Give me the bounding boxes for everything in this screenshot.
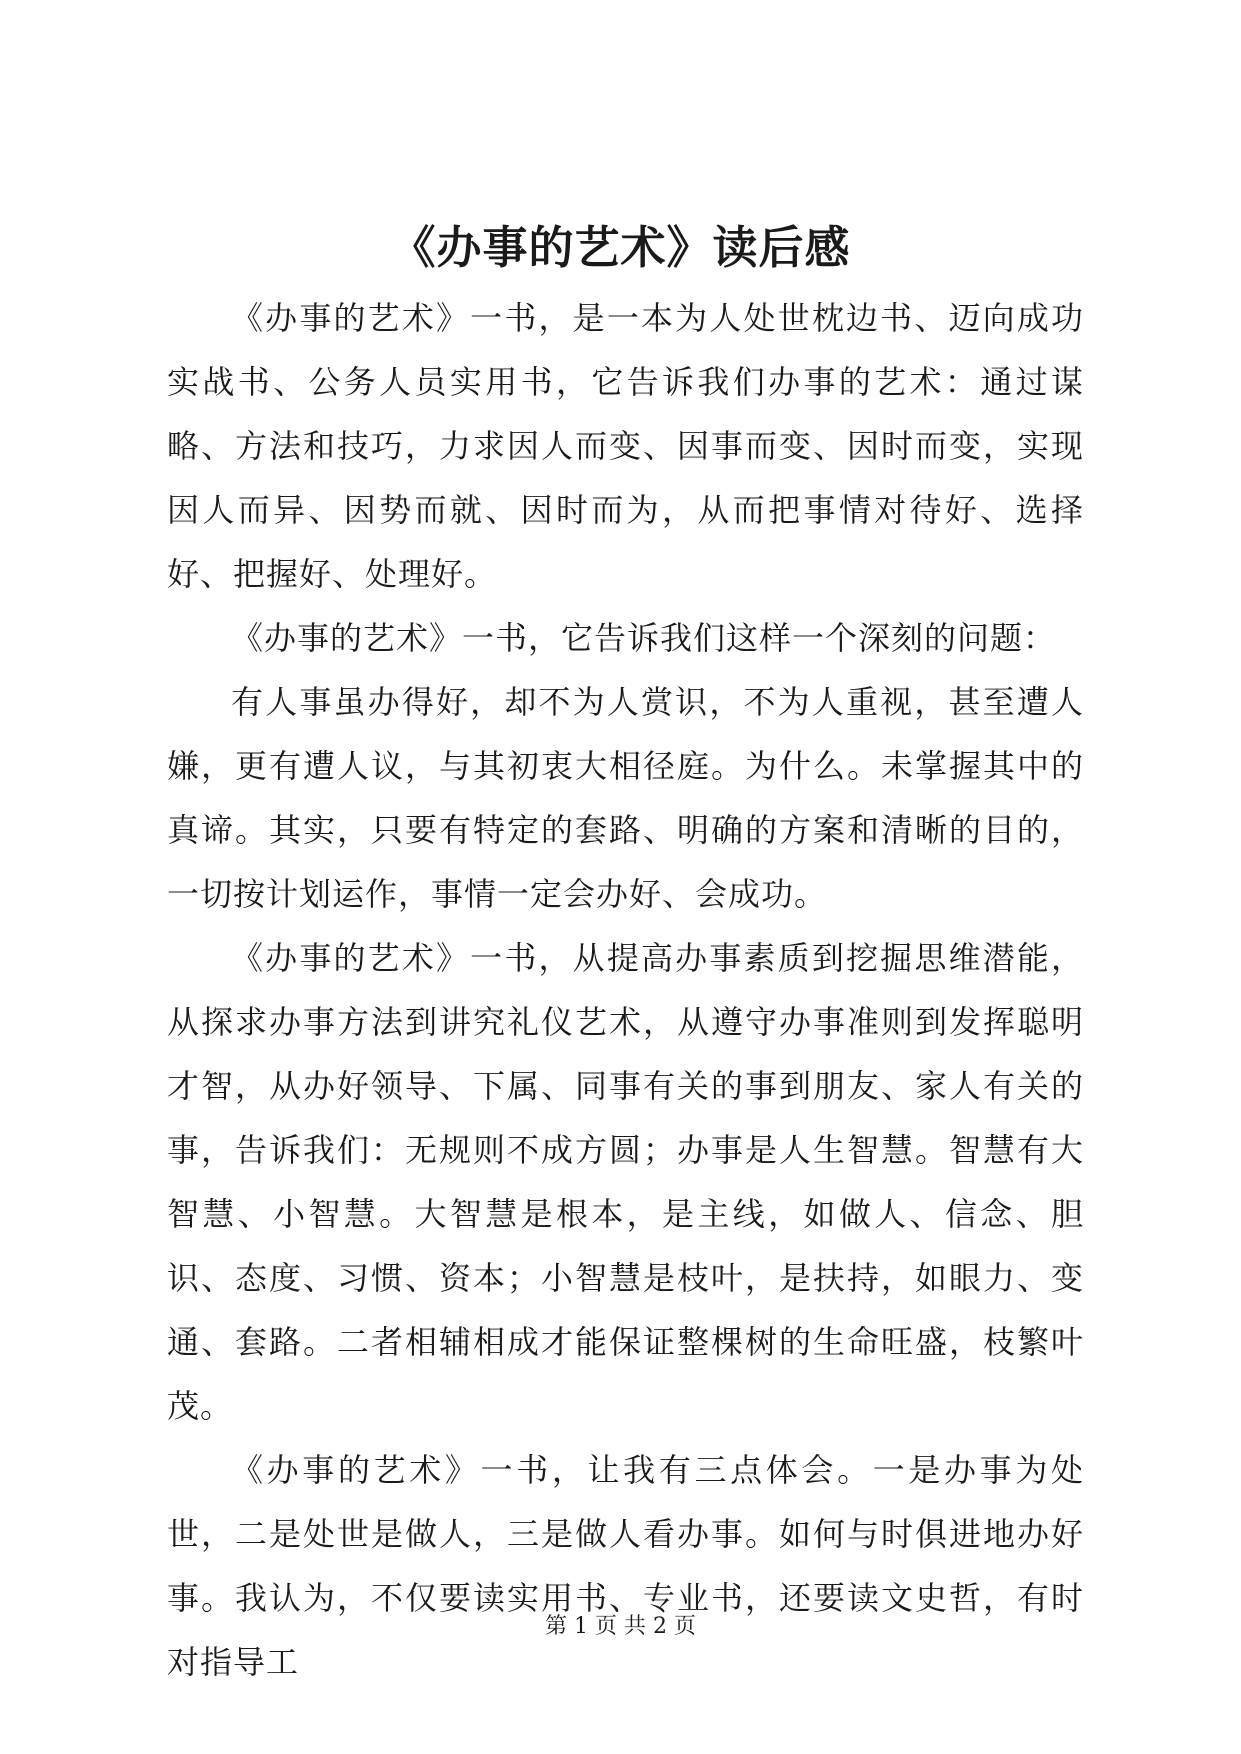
paragraph: 《办事的艺术》一书，让我有三点体会。一是办事为处世，二是处世是做人，三是做人看办事。如何与时俱进地办好事。我认为，不仅要读实用书、专业书，还要读文史哲，有时对指导工 (167, 1451, 1084, 1681)
paragraph: 《办事的艺术》一书，从提高办事素质到挖掘思维潜能，从探求办事方法到讲究礼仪艺术，从遵守办事准则到发挥聪明才智，从办好领导、下属、同事有关的事到朋友、家人有关的事，告诉我们：无规则不成方圆；办事是人生智慧。智慧有大智慧、小智慧。大智慧是根本，是主线，如做人、信念、胆识、态度、习惯、资本；小智慧是枝叶，是扶持，如眼力、变通、套路。二者相辅相成才能保证整棵树的生命旺盛，枝繁叶茂。 (167, 939, 1084, 1425)
paragraph: 《办事的艺术》一书，它告诉我们这样一个深刻的问题： (231, 619, 1057, 657)
paragraph: 《办事的艺术》一书，是一本为人处世枕边书、迈向成功实战书、公务人员实用书，它告诉我们办事的艺术：通过谋略、方法和技巧，力求因人而变、因事而变、因时而变，实现因人而异、因势而就、因时而为，从而把事情对待好、选择好、把握好、处理好。 (167, 299, 1084, 593)
page-footer: 第 1 页 共 2 页 (545, 1614, 696, 1639)
document-body (167, 286, 1084, 1694)
document-title: 《办事的艺术》读后感 (390, 221, 851, 274)
paragraph: 有人事虽办得好，却不为人赏识，不为人重视，甚至遭人嫌，更有遭人议，与其初衷大相径庭。为什么。未掌握其中的真谛。其实，只要有特定的套路、明确的方案和清晰的目的，一切按计划运作，事情一定会办好、会成功。 (167, 683, 1084, 913)
